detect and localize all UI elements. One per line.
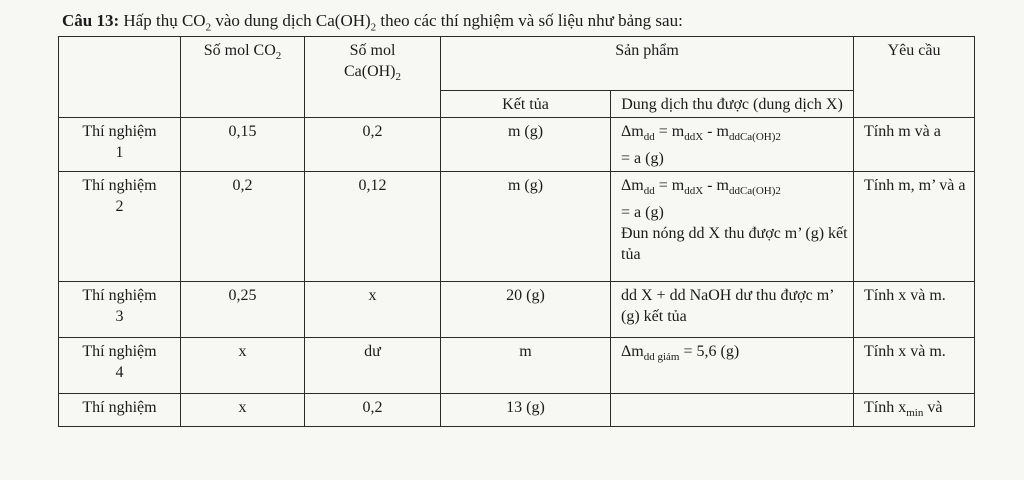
header-san-pham: Sản phẩm bbox=[441, 37, 854, 91]
header-caoh2: Số mol $Ca(OH)_2$ bbox=[305, 37, 441, 118]
experiment-label-cell: Thí nghiệm bbox=[59, 394, 181, 427]
dung-dich-cell: dd X + dd NaOH dư thu được m’ (g) kết tủa bbox=[611, 282, 854, 338]
dung-dich-cell: $\Delta m_{dd giảm} = 5,6$ (g) bbox=[611, 338, 854, 394]
yeu-cau-cell: Tính m, m’ và a bbox=[854, 172, 975, 282]
header-yeu-cau: Yêu cầu bbox=[854, 37, 975, 118]
table-row bbox=[59, 172, 975, 282]
experiment-label-cell: Thí nghiệm 2 bbox=[59, 172, 181, 282]
header-dung-dich: Dung dịch thu được (dung dịch X) bbox=[611, 91, 854, 118]
question-title bbox=[62, 10, 683, 38]
header-ket-tua: Kết tủa bbox=[441, 91, 611, 118]
ket-tua-cell: 20 (g) bbox=[441, 282, 611, 338]
table-row bbox=[59, 338, 975, 394]
dung-dich-cell: $\Delta m_{dd} = m_{ddX} - m_{ddCa(OH)2}$ = a (g) bbox=[611, 118, 854, 172]
header-row-1 bbox=[59, 37, 975, 91]
experiment-table bbox=[58, 36, 975, 427]
header-blank-cell bbox=[59, 37, 181, 118]
yeu-cau-cell: Tính $x_{min}$ và bbox=[854, 394, 975, 427]
yeu-cau-cell: Tính x và m. bbox=[854, 282, 975, 338]
yeu-cau-cell: Tính m và a bbox=[854, 118, 975, 172]
ket-tua-cell: m (g) bbox=[441, 118, 611, 172]
caoh2-cell: 0,2 bbox=[305, 394, 441, 427]
question-text-b: vào dung dịch Ca(OH) bbox=[211, 11, 371, 30]
dung-dich-cell: $\Delta m_{dd} = m_{ddX} - m_{ddCa(OH)2}$ = a (g) Đun nóng dd X thu được m’ (g) kết tủa bbox=[611, 172, 854, 282]
caoh2-cell: dư bbox=[305, 338, 441, 394]
ket-tua-cell: m (g) bbox=[441, 172, 611, 282]
co2-cell: x bbox=[181, 338, 305, 394]
co2-cell: 0,25 bbox=[181, 282, 305, 338]
yeu-cau-cell: Tính x và m. bbox=[854, 338, 975, 394]
question-text-c: theo các thí nghiệm và số liệu như bảng sau: bbox=[376, 11, 683, 30]
experiment-label-cell: Thí nghiệm 4 bbox=[59, 338, 181, 394]
dung-dich-cell bbox=[611, 394, 854, 427]
co2-cell: x bbox=[181, 394, 305, 427]
co2-cell: 0,15 bbox=[181, 118, 305, 172]
experiment-label-cell: Thí nghiệm 3 bbox=[59, 282, 181, 338]
caoh2-cell: x bbox=[305, 282, 441, 338]
table-row bbox=[59, 282, 975, 338]
caoh2-cell: 0,2 bbox=[305, 118, 441, 172]
table-row bbox=[59, 394, 975, 427]
co2-subscript: 2 bbox=[205, 21, 212, 34]
question-label: Câu 13: bbox=[62, 11, 120, 30]
question-text-a: Hấp thụ CO bbox=[119, 11, 206, 30]
caoh2-subscript: 2 bbox=[370, 21, 377, 34]
header-co2: Số mol $CO_2$ bbox=[181, 37, 305, 118]
caoh2-cell: 0,12 bbox=[305, 172, 441, 282]
co2-cell: 0,2 bbox=[181, 172, 305, 282]
table-row bbox=[59, 118, 975, 172]
ket-tua-cell: m bbox=[441, 338, 611, 394]
experiment-label-cell: Thí nghiệm 1 bbox=[59, 118, 181, 172]
ket-tua-cell: 13 (g) bbox=[441, 394, 611, 427]
